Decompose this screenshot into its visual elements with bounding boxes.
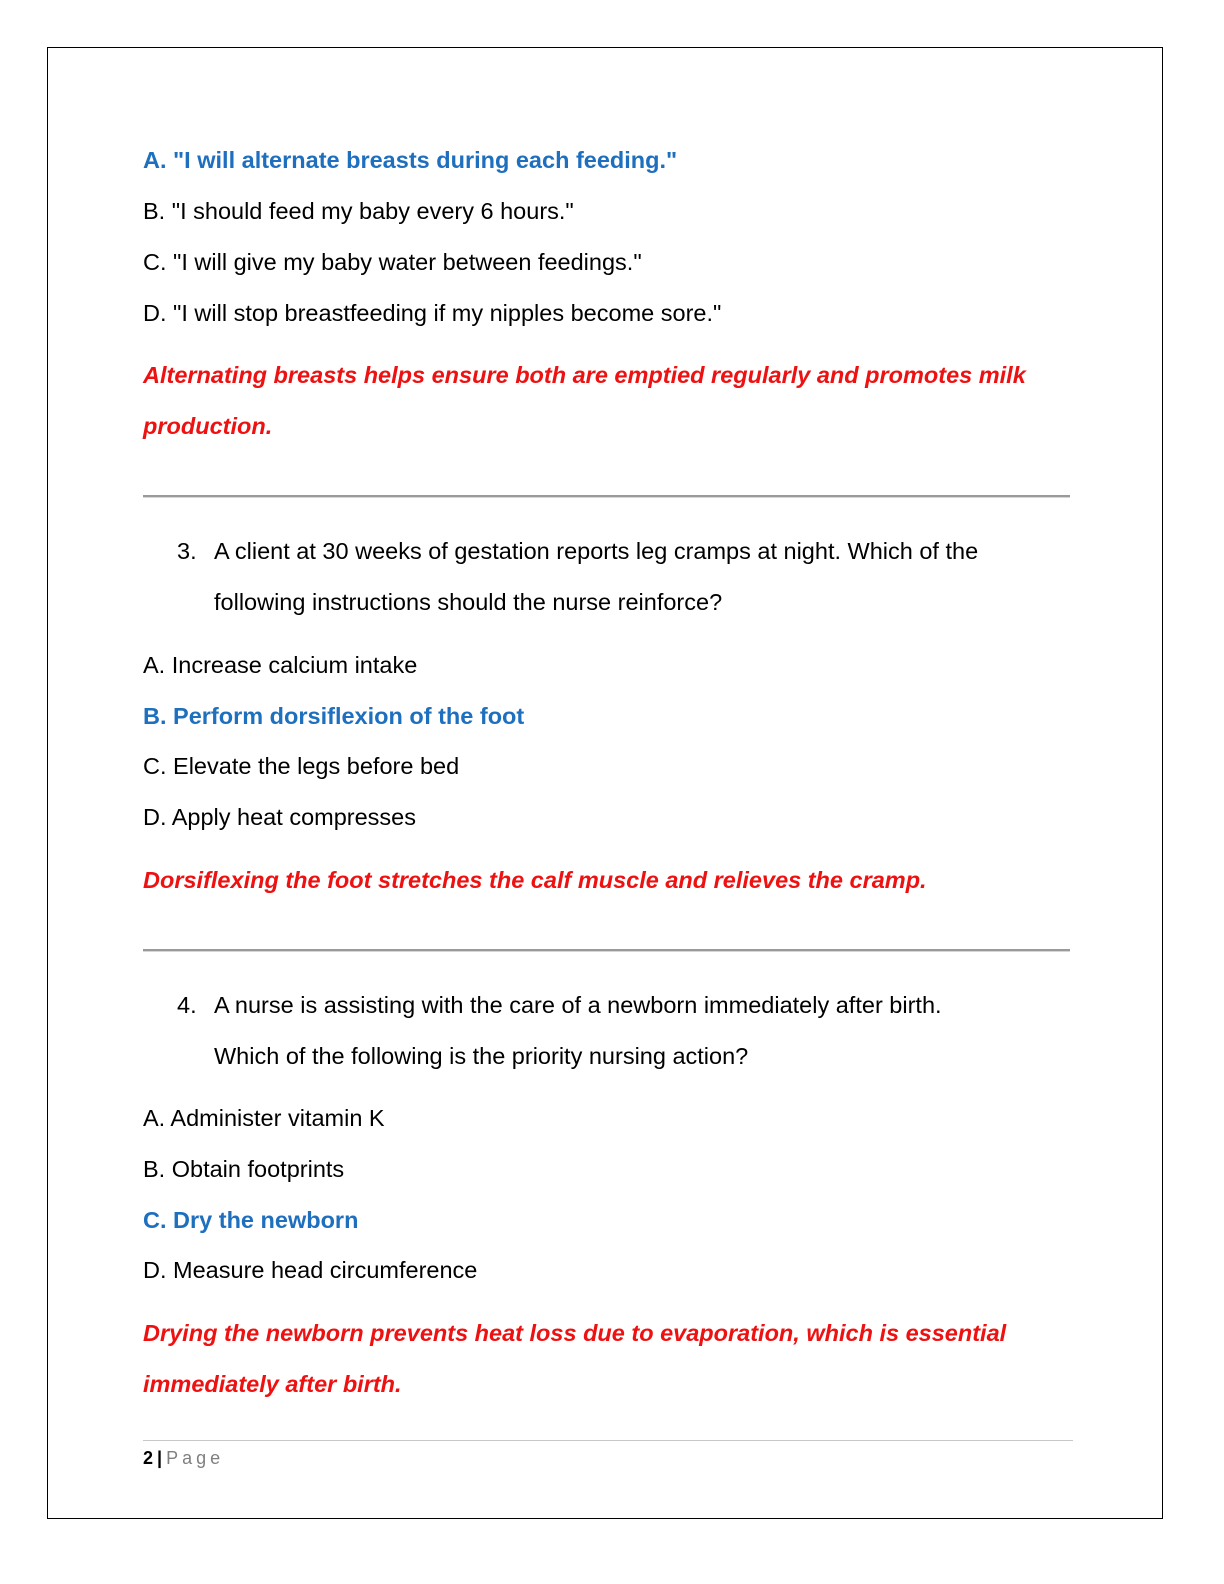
q2-option-d: D. "I will stop breastfeeding if my nipples become sore.": [143, 300, 722, 326]
q4-rationale-line-2: immediately after birth.: [143, 1371, 402, 1397]
q3-number: 3.: [177, 538, 197, 564]
q4-option-d: D. Measure head circumference: [143, 1257, 478, 1283]
q3-option-c: C. Elevate the legs before bed: [143, 753, 460, 779]
section-divider: [143, 495, 1070, 498]
q2-rationale-line-2: production.: [143, 413, 273, 439]
q3-question-line-2: following instructions should the nurse reinforce?: [214, 589, 723, 615]
q2-option-b: B. "I should feed my baby every 6 hours.": [143, 198, 574, 224]
q3-option-b-correct: B. Perform dorsiflexion of the foot: [143, 703, 525, 729]
q2-rationale-line-1: Alternating breasts helps ensure both are emptied regularly and promotes milk: [143, 362, 1026, 388]
q4-option-b: B. Obtain footprints: [143, 1156, 345, 1182]
footer-rule: [143, 1440, 1073, 1441]
page-number: 2: [143, 1448, 154, 1468]
q4-number: 4.: [177, 992, 197, 1018]
page-label: Page: [166, 1448, 225, 1468]
q4-option-a: A. Administer vitamin K: [143, 1105, 385, 1131]
section-divider: [143, 949, 1070, 952]
q4-question-line-2: Which of the following is the priority nursing action?: [214, 1043, 749, 1069]
q3-rationale: Dorsiflexing the foot stretches the calf muscle and relieves the cramp.: [143, 867, 927, 893]
q2-option-a-correct: A. "I will alternate breasts during each feeding.": [143, 147, 678, 173]
q2-option-c: C. "I will give my baby water between feedings.": [143, 249, 642, 275]
q3-question-line-1: A client at 30 weeks of gestation reports leg cramps at night. Which of the: [214, 538, 979, 564]
q3-option-a: A. Increase calcium intake: [143, 652, 418, 678]
q3-option-d: D. Apply heat compresses: [143, 804, 416, 830]
q4-question-line-1: A nurse is assisting with the care of a newborn immediately after birth.: [214, 992, 942, 1018]
footer-separator: |: [157, 1448, 163, 1468]
page-footer: [143, 1445, 224, 1471]
q4-rationale-line-1: Drying the newborn prevents heat loss due to evaporation, which is essential: [143, 1320, 1007, 1346]
q4-option-c-correct: C. Dry the newborn: [143, 1207, 359, 1233]
